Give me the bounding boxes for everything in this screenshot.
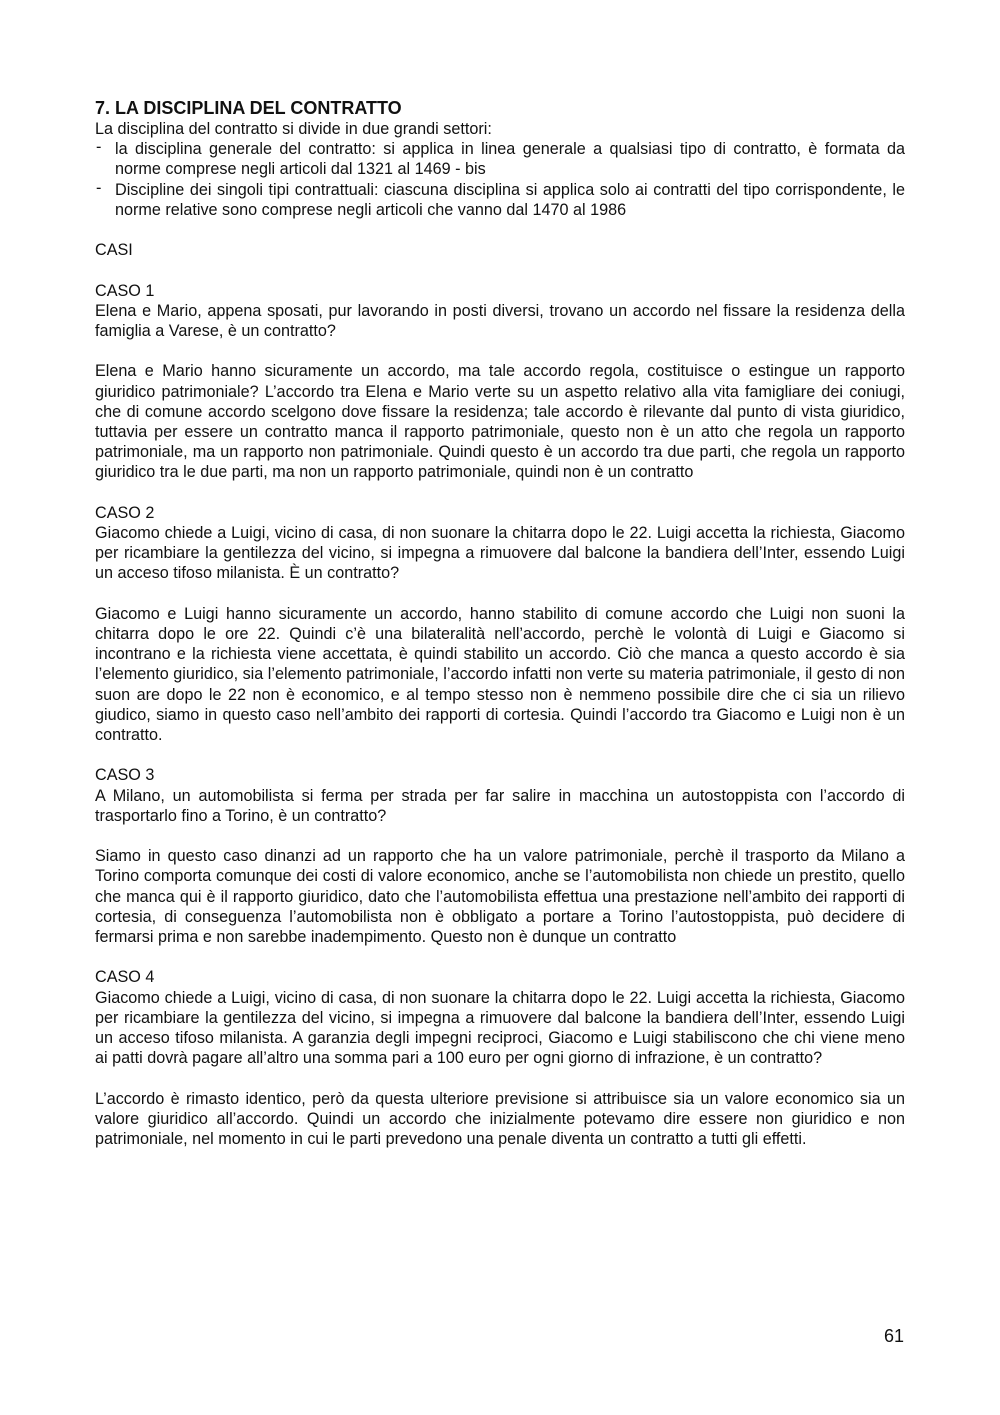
document-page — [95, 98, 905, 1149]
casi-heading: CASI — [95, 241, 133, 260]
case-answer: Elena e Mario hanno sicuramente un accordo, ma tale accordo regola, costituisce o estingue un rapporto giuridico patrimoniale? L’accordo tra Elena e Mario verte su un aspetto relativo alla vita famigliare dei coniugi, che di comune accordo scelgono dove fissare la residenza; tale accordo è rilevante dal punto di vista giuridico, tuttavia per essere un contratto manca il rapporto patrimoniale, questo non è un atto che regola un rapporto patrimoniale, ma un rapporto non patrimoniale. Quindi questo è un accordo tra due parti, che regola un rapporto giuridico tra le due parti, ma non un rapporto patrimoniale, quindi non è un contratto — [95, 362, 905, 482]
case-question: Giacomo chiede a Luigi, vicino di casa, di non suonare la chitarra dopo le 22. Luigi accetta la richiesta, Giacomo per ricambiare la gentilezza del vicino, si impegna a rimuovere dal balcone la bandiera dell’Inter, essendo Luigi un acceso tifoso milanista. A garanzia degli impegni reciproci, Giacomo e Luigi stabiliscono che chi viene meno ai patti dovrà pagare all’altro una somma pari a 100 euro per ogni giorno di infrazione, è un contratto? — [95, 988, 905, 1068]
page-number: 61 — [883, 1326, 904, 1346]
case-answer: L’accordo è rimasto identico, però da questa ulteriore previsione si attribuisce sia un valore economico sia un valore giuridico all’accordo. Quindi un accordo che inizialmente potevamo dire essere non giuridico e non patrimoniale, nel momento in cui le parti prevedono una penale diventa un contratto a tutti gli effetti. — [95, 1089, 905, 1149]
case-heading: CASO 1 — [95, 281, 155, 300]
intro-text: La disciplina del contratto si divide in due grandi settori: — [95, 120, 492, 138]
case-heading: CASO 4 — [95, 968, 155, 987]
case-heading: CASO 2 — [95, 503, 155, 522]
list-item — [95, 139, 905, 179]
dash-bullet: - — [96, 178, 102, 197]
case-answer: Giacomo e Luigi hanno sicuramente un accordo, hanno stabilito di comune accordo che Luigi non suoni la chitarra dopo le ore 22. Quindi c’è una bilateralità nell’accordo, perchè le volontà di Luigi e Giacomo si incontrano e la richiesta viene accettata, è quindi stabilito un accordo. Ciò che manca a questo accordo è sia l’elemento giuridico, sia l’elemento patrimoniale, l’accordo infatti non verte su materia patrimoniale, il gesto di non suon are dopo le 22 non è economico, e al tempo stesso non è nemmeno possibile dire che ci sia un rilievo giudico, siamo in questo caso nell’ambito dei rapporti di cortesia. Quindi l’accordo tra Giacomo e Luigi non è un contratto. — [95, 604, 905, 745]
case-question: Giacomo chiede a Luigi, vicino di casa, di non suonare la chitarra dopo le 22. Luigi accetta la richiesta, Giacomo per ricambiare la gentilezza del vicino, si impegna a rimuovere dal balcone la bandiera dell’Inter, essendo Luigi un acceso tifoso milanista. È un contratto? — [95, 524, 905, 583]
section-title: 7. LA DISCIPLINA DEL CONTRATTO — [95, 98, 402, 118]
settori-list — [95, 139, 905, 220]
case-heading: CASO 3 — [95, 766, 155, 785]
case-question: Elena e Mario, appena sposati, pur lavorando in posti diversi, trovano un accordo nel fissare la residenza della famiglia a Varese, è un contratto? — [95, 301, 905, 340]
list-item-text: Discipline dei singoli tipi contrattuali: ciascuna disciplina si applica solo ai contratti del tipo corrispondente, le norme relative sono comprese negli articoli che vanno dal 1470 al 1986 — [115, 180, 905, 219]
dash-bullet: - — [96, 138, 102, 157]
list-item — [95, 180, 905, 220]
case-question: A Milano, un automobilista si ferma per strada per far salire in macchina un autostoppista con l’accordo di trasportarlo fino a Torino, è un contratto? — [95, 786, 905, 825]
list-item-text: la disciplina generale del contratto: si applica in linea generale a qualsiasi tipo di contratto, è formata da norme comprese negli articoli dal 1321 al 1469 - bis — [115, 140, 905, 179]
case-answer: Siamo in questo caso dinanzi ad un rapporto che ha un valore patrimoniale, perchè il trasporto da Milano a Torino comporta comunque dei costi di valore economico, anche se l’automobilista non chiede un prestito, quello che manca qui è il rapporto giuridico, dato che l’automobilista effettua una prestazione nell’ambito dei rapporti di cortesia, di conseguenza l’automobilista non è obbligato a portare a Torino l’autostoppista, può decidere di fermarsi prima e non sarebbe inadempimento. Questo non è dunque un contratto — [95, 847, 905, 947]
